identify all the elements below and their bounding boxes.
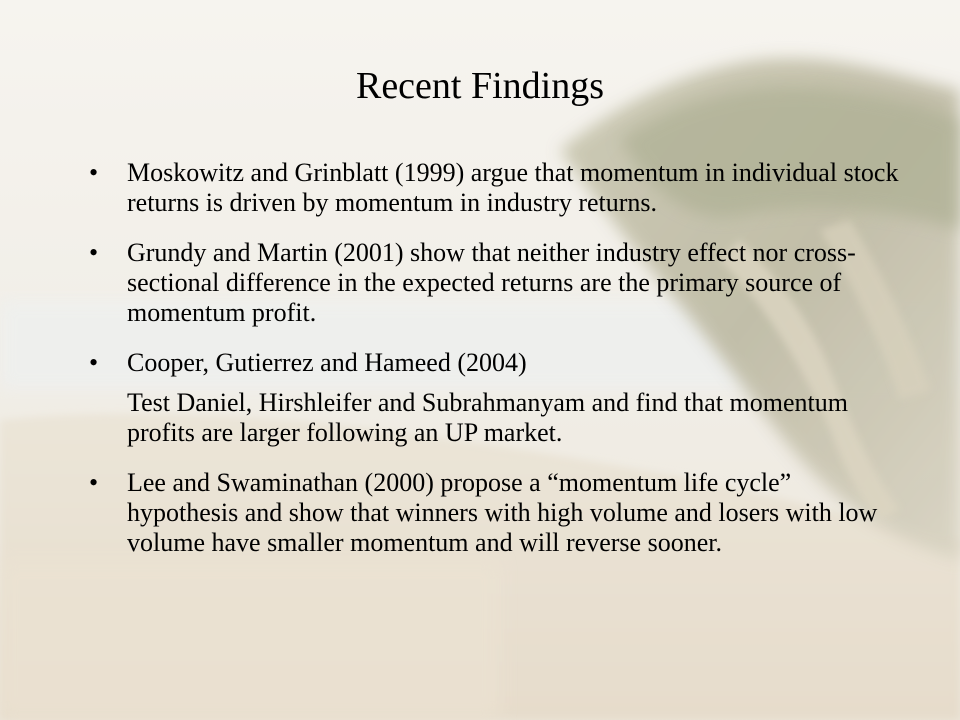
bullet-dot-icon: • <box>89 238 99 267</box>
bullet-text: Lee and Swaminathan (2000) propose a “momentum life cycle” hypothesis and show that winners with high volume and losers with low volume have smaller momentum and will reverse sooner. <box>127 468 878 557</box>
bullet-dot-icon: • <box>89 348 99 377</box>
bullet-item <box>88 348 908 378</box>
bullet-item <box>88 158 908 218</box>
bullet-dot-icon: • <box>89 468 99 497</box>
bullet-text: Moskowitz and Grinblatt (1999) argue that momentum in individual stock returns is driven by momentum in industry returns. <box>127 158 899 217</box>
bullet-text: Cooper, Gutierrez and Hameed (2004) <box>127 348 527 377</box>
bullet-continuation-text: Test Daniel, Hirshleifer and Subrahmanyam and find that momentum profits are larger following an UP market. <box>127 388 848 447</box>
bullet-text: Grundy and Martin (2001) show that neither industry effect nor cross-sectional difference in the expected returns are the primary source of momentum profit. <box>127 238 856 327</box>
bullet-list <box>88 158 908 578</box>
bullet-dot-icon: • <box>89 158 99 187</box>
bullet-item <box>88 238 908 328</box>
bullet-item <box>88 468 908 558</box>
slide-title: Recent Findings <box>355 65 605 107</box>
